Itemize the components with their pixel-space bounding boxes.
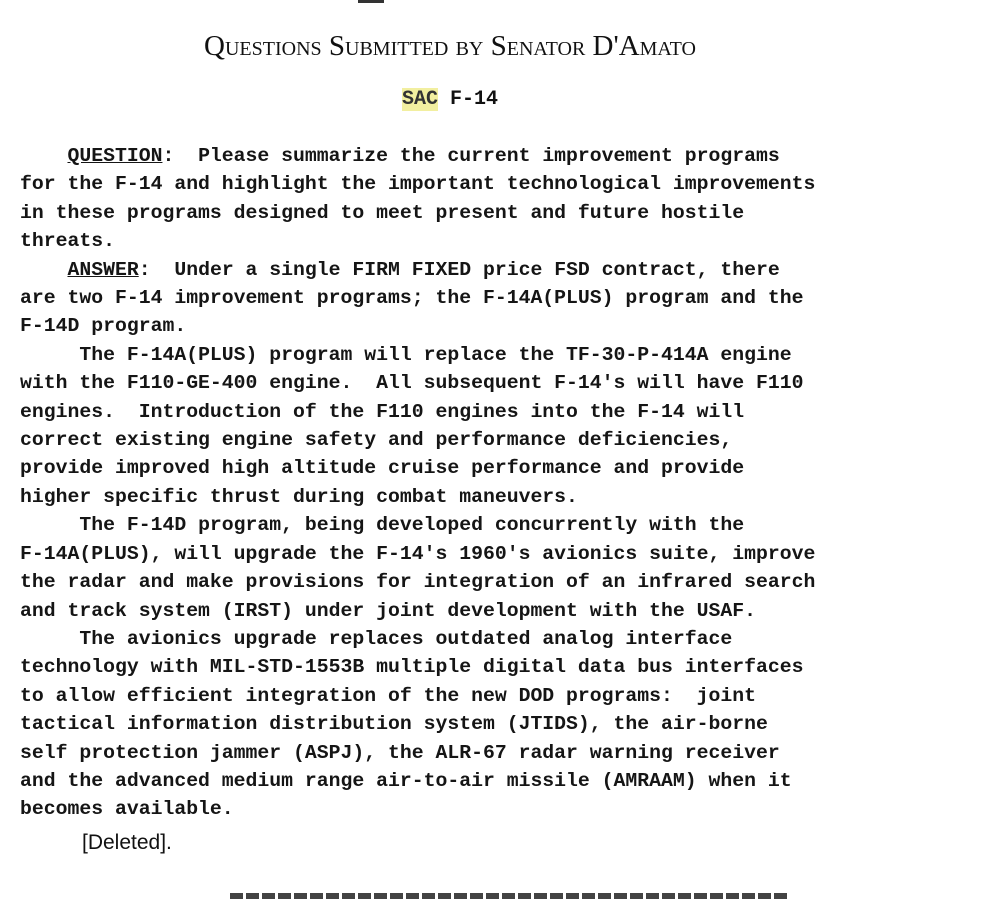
subtitle-text: F-14 [438,88,499,111]
answer-text: : Under a single FIRM FIXED price FSD contract, there are two F-14 improvement programs; the F-14A(PLUS) program and the F-14D program. [20,258,804,338]
question-paragraph [20,142,990,256]
highlighted-text: SAC [401,88,438,111]
f14a-plus-paragraph: The F-14A(PLUS) program will replace the TF-30-P-414A engine with the F110-GE-400 engine. All subsequent F-14's will have F110 engines. Introduction of the F110 engines into the F-14 will correct existing engine safety and performance deficiencies, provide improved high altitude cruise performance and provide higher specific thrust during combat maneuvers. [20,343,804,508]
deleted-note: [Deleted]. [82,831,172,854]
cropped-next-heading [230,889,790,903]
question-label: QUESTION [67,145,163,167]
avionics-paragraph: The avionics upgrade replaces outdated analog interface technology with MIL-STD-1553B multiple digital data bus interfaces to allow efficient integration of the new DOD programs: joint tactical information distribution system (JTIDS), the air-borne self protection jammer (ASPJ), the ALR-67 radar warning receiver and the advanced medium range air-to-air missile (AMRAAM) when it becomes available. [20,627,804,821]
question-text: : Please summarize the current improvement programs for the F-14 and highlight the important technological improvements in these programs designed to meet present and future hostile threats. [20,145,816,253]
page-title: Questions Submitted by Senator D'Amato [204,30,696,62]
answer-label: ANSWER [67,258,139,281]
cropped-header-mark [358,0,384,3]
document-body [20,142,990,824]
answer-paragraph [20,256,990,341]
page-subtitle [0,88,900,111]
f14d-paragraph: The F-14D program, being developed concurrently with the F-14A(PLUS), will upgrade the F-14's 1960's avionics suite, improve the radar and make provisions for integration of an infrared search and track system (IRST) under joint development with the USAF. [20,514,816,622]
